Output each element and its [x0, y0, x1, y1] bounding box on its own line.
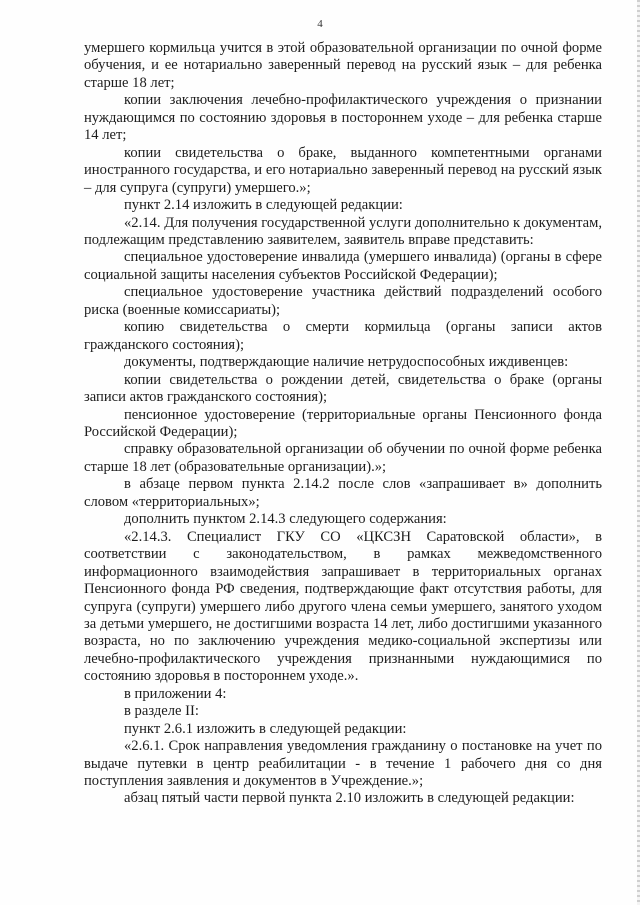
paragraph: «2.14. Для получения государственной услуги дополнительно к документам, подлежащим представлению заявителем, заявитель вправе представить:: [84, 214, 602, 248]
paragraph: документы, подтверждающие наличие нетрудоспособных иждивенцев:: [124, 354, 569, 371]
paragraph: дополнить пунктом 2.14.3 следующего содержания:: [124, 511, 447, 528]
paragraph: копии свидетельства о браке, выданного компетентными органами иностранного государства, и его нотариально заверенный перевод на русский язык – для супруга (супруги) умершего.»;: [84, 144, 602, 196]
paragraph: умершего кормильца учится в этой образовательной организации по очной форме обучения, и ее нотариально заверенный перевод на русский язык – для ребенка старше 18 лет;: [84, 40, 602, 91]
paragraph: пункт 2.6.1 изложить в следующей редакции:: [124, 720, 407, 737]
document-body: [84, 40, 602, 808]
paragraph: абзац пятый части первой пункта 2.10 изложить в следующей редакции:: [124, 790, 575, 807]
paragraph: копии свидетельства о рождении детей, свидетельства о браке (органы записи актов гражданского состояния);: [84, 371, 602, 406]
paragraph: пенсионное удостоверение (территориальные органы Пенсионного фонда Российской Федерации);: [84, 406, 602, 440]
paragraph: специальное удостоверение инвалида (умершего инвалида) (органы в сфере социальной защиты населения субъектов Российской Федерации);: [84, 249, 602, 283]
paragraph: справку образовательной организации об обучении по очной форме ребенка старше 18 лет (образовательные организации).»;: [84, 441, 602, 475]
paragraph: «2.6.1. Срок направления уведомления гражданину о постановке на учет по выдаче путевки в центр реабилитации - в течение 1 рабочего дня со дня поступления заявления и документов в Учреждение.»;: [84, 738, 602, 790]
paragraph: в абзаце первом пункта 2.14.2 после слов «запрашивает в» дополнить словом «территориальных»;: [84, 476, 602, 510]
paragraph: в разделе II:: [124, 703, 199, 720]
page-number: 4: [317, 18, 323, 30]
paragraph: «2.14.3. Специалист ГКУ СО «ЦКСЗН Саратовской области», в соответствии с законодательством, в рамках межведомственного информационного взаимодействия запрашивает в территориальных органах Пенсионного фонда РФ сведения, подтверждающие факт отсутствия работы, для супруга (супруги) умершего либо другого члена семьи умершего, занятого уходом за детьми умершего, не достигшими возраста 14 лет, либо достигшими указанного возраста, но по заключению учреждения медико-социальной экспертизы или лечебно-профилактического учреждения признанными нуждающимися по состоянию здоровья в постороннем уходе.».: [84, 528, 602, 685]
paragraph: в приложении 4:: [124, 685, 227, 702]
paragraph: копию свидетельства о смерти кормильца (органы записи актов гражданского состояния);: [84, 319, 602, 353]
paragraph: специальное удостоверение участника действий подразделений особого риска (военные комиссариаты);: [84, 284, 602, 318]
paragraph: копии заключения лечебно-профилактического учреждения о признании нуждающимся по состоянию здоровья в постороннем уходе – для ребенка старше 14 лет;: [84, 92, 602, 144]
paragraph: пункт 2.14 изложить в следующей редакции:: [124, 197, 403, 214]
